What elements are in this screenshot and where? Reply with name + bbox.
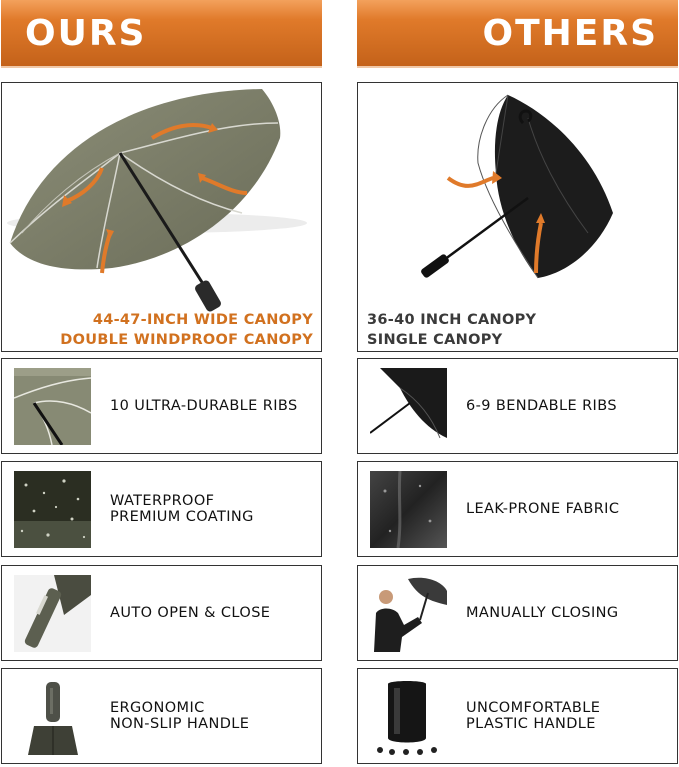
ours-column bbox=[1, 0, 322, 732]
ours-feature-row bbox=[1, 461, 322, 557]
ours-header-banner bbox=[1, 0, 322, 66]
others-column bbox=[357, 0, 678, 732]
green-umbrella-icon bbox=[2, 83, 321, 351]
water-droplets-icon bbox=[14, 471, 91, 548]
umbrella-ribs-icon bbox=[14, 368, 91, 445]
ours-feature-row bbox=[1, 565, 322, 661]
ours-canopy-type-text: DOUBLE WINDPROOF CANOPY bbox=[60, 332, 313, 348]
others-header-title: OTHERS bbox=[482, 12, 658, 54]
handle-icon bbox=[14, 678, 91, 755]
others-feature-row bbox=[357, 358, 678, 454]
wet-fabric-icon bbox=[370, 471, 447, 548]
ours-feature-label: WATERPROOF PREMIUM COATING bbox=[110, 493, 254, 525]
ours-feature-row bbox=[1, 358, 322, 454]
others-feature-row bbox=[357, 668, 678, 764]
others-canopy-type-text: SINGLE CANOPY bbox=[367, 332, 503, 348]
others-header-banner bbox=[357, 0, 678, 66]
ours-header-title: OURS bbox=[25, 12, 147, 54]
ours-feature-row bbox=[1, 668, 322, 764]
others-feature-label: UNCOMFORTABLE PLASTIC HANDLE bbox=[466, 700, 601, 732]
ours-hero-panel bbox=[1, 82, 322, 352]
folded-umbrella-icon bbox=[14, 575, 91, 652]
ours-feature-label: 10 ULTRA-DURABLE RIBS bbox=[110, 398, 298, 414]
ours-canopy-size-text: 44-47-INCH WIDE CANOPY bbox=[92, 312, 313, 328]
others-feature-label: 6-9 BENDABLE RIBS bbox=[466, 398, 617, 414]
black-inverted-umbrella-icon bbox=[358, 83, 677, 351]
others-hero-panel bbox=[357, 82, 678, 352]
man-closing-umbrella-icon bbox=[370, 575, 447, 652]
others-feature-row bbox=[357, 565, 678, 661]
plastic-handle-icon bbox=[370, 678, 447, 755]
bent-ribs-icon bbox=[370, 368, 447, 445]
others-feature-label: LEAK-PRONE FABRIC bbox=[466, 501, 620, 517]
others-feature-row bbox=[357, 461, 678, 557]
others-feature-label: MANUALLY CLOSING bbox=[466, 605, 619, 621]
ours-feature-label: AUTO OPEN & CLOSE bbox=[110, 605, 271, 621]
ours-feature-label: ERGONOMIC NON-SLIP HANDLE bbox=[110, 700, 250, 732]
others-canopy-size-text: 36-40 INCH CANOPY bbox=[367, 312, 537, 328]
